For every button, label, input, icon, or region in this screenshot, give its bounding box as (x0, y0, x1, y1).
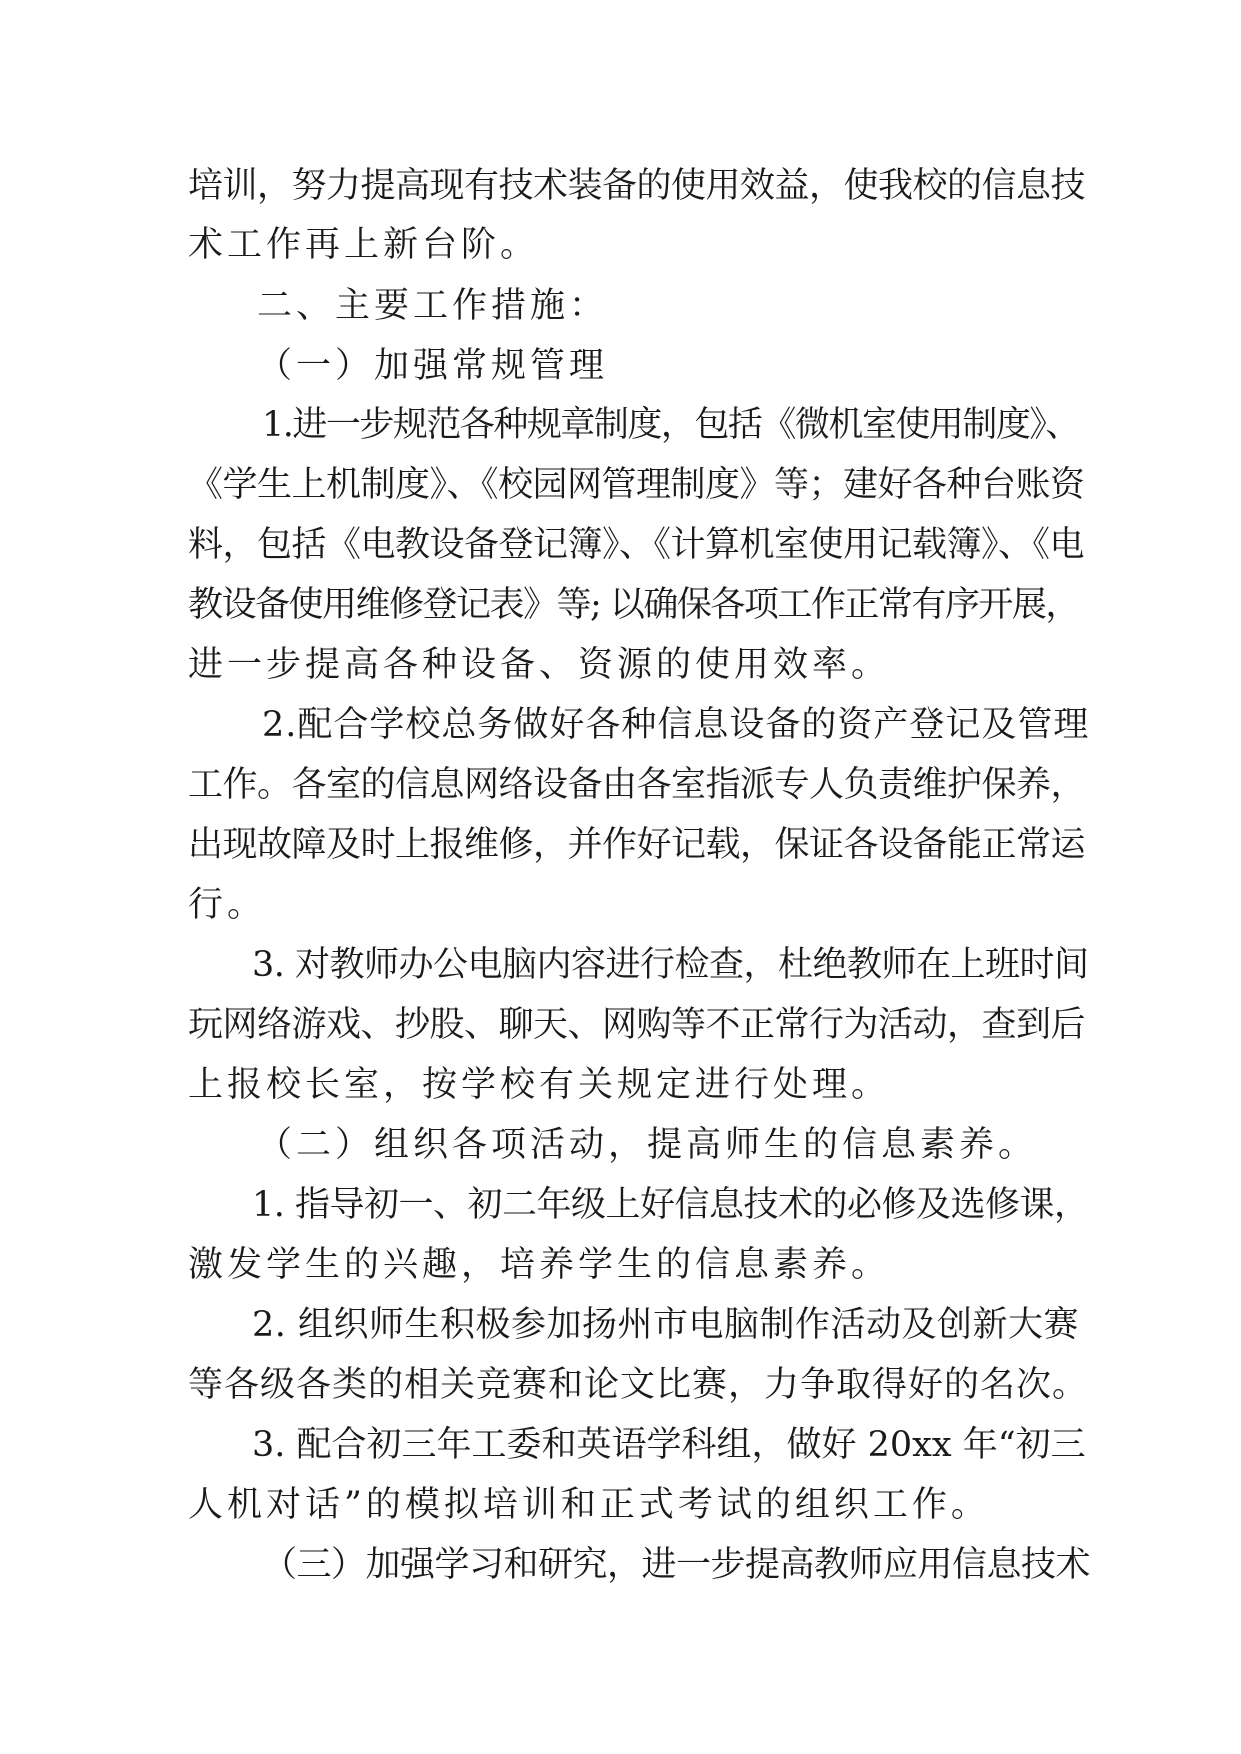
text-line: 激发学生的兴趣，培养学生的信息素养。 (188, 1245, 891, 1285)
text-line: 玩网络游戏、抄股、聊天、网购等不正常行为活动，查到后 (188, 1005, 1086, 1045)
text-line: 《学生上机制度》、《校园网管理制度》等；建好各种台账资 (188, 465, 1085, 505)
text-line: 1. 指导初一、初二年级上好信息技术的必修及选修课， (252, 1185, 1089, 1225)
text-line: 2.配合学校总务做好各种信息设备的资产登记及管理 (262, 705, 1090, 745)
text-line: 进一步提高各种设备、资源的使用效率。 (188, 645, 891, 685)
text-line: 3. 配合初三年工委和英语学科组，做好 20xx 年“初三 (252, 1425, 1086, 1465)
section-heading: 二、主要工作措施： (257, 286, 609, 326)
text-line: 上报校长室，按学校有关规定进行处理。 (188, 1065, 891, 1105)
subsection-heading: （三）加强学习和研究，进一步提高教师应用信息技术 (262, 1545, 1091, 1585)
text-line: 料，包括《电教设备登记簿》、《计算机室使用记载簿》、《电 (188, 525, 1085, 565)
text-line: 3. 对教师办公电脑内容进行检查，杜绝教师在上班时间 (252, 945, 1089, 985)
text-line: 人机对话”的模拟培训和正式考试的组织工作。 (188, 1485, 990, 1525)
subsection-heading: （二）组织各项活动，提高师生的信息素养。 (257, 1125, 1038, 1165)
text-line: 行。 (188, 885, 267, 925)
text-line: 1.进一步规范各种规章制度，包括《微机室使用制度》、 (262, 405, 1079, 445)
subsection-heading: （一）加强常规管理 (257, 346, 609, 386)
text-line: 教设备使用维修登记表》等; 以确保各项工作正常有序开展， (188, 585, 1079, 625)
text-line: 出现故障及时上报维修，并作好记载，保证各设备能正常运 (188, 825, 1086, 865)
text-line: 术工作再上新台阶。 (188, 225, 540, 265)
text-line: 等各级各类的相关竞赛和论文比赛，力争取得好的名次。 (188, 1365, 1089, 1405)
text-line: 培训，努力提高现有技术装备的使用效益，使我校的信息技 (188, 166, 1086, 206)
text-line: 2. 组织师生积极参加扬州市电脑制作活动及创新大赛 (252, 1305, 1080, 1345)
text-line: 工作。各室的信息网络设备由各室指派专人负责维护保养， (188, 765, 1086, 805)
